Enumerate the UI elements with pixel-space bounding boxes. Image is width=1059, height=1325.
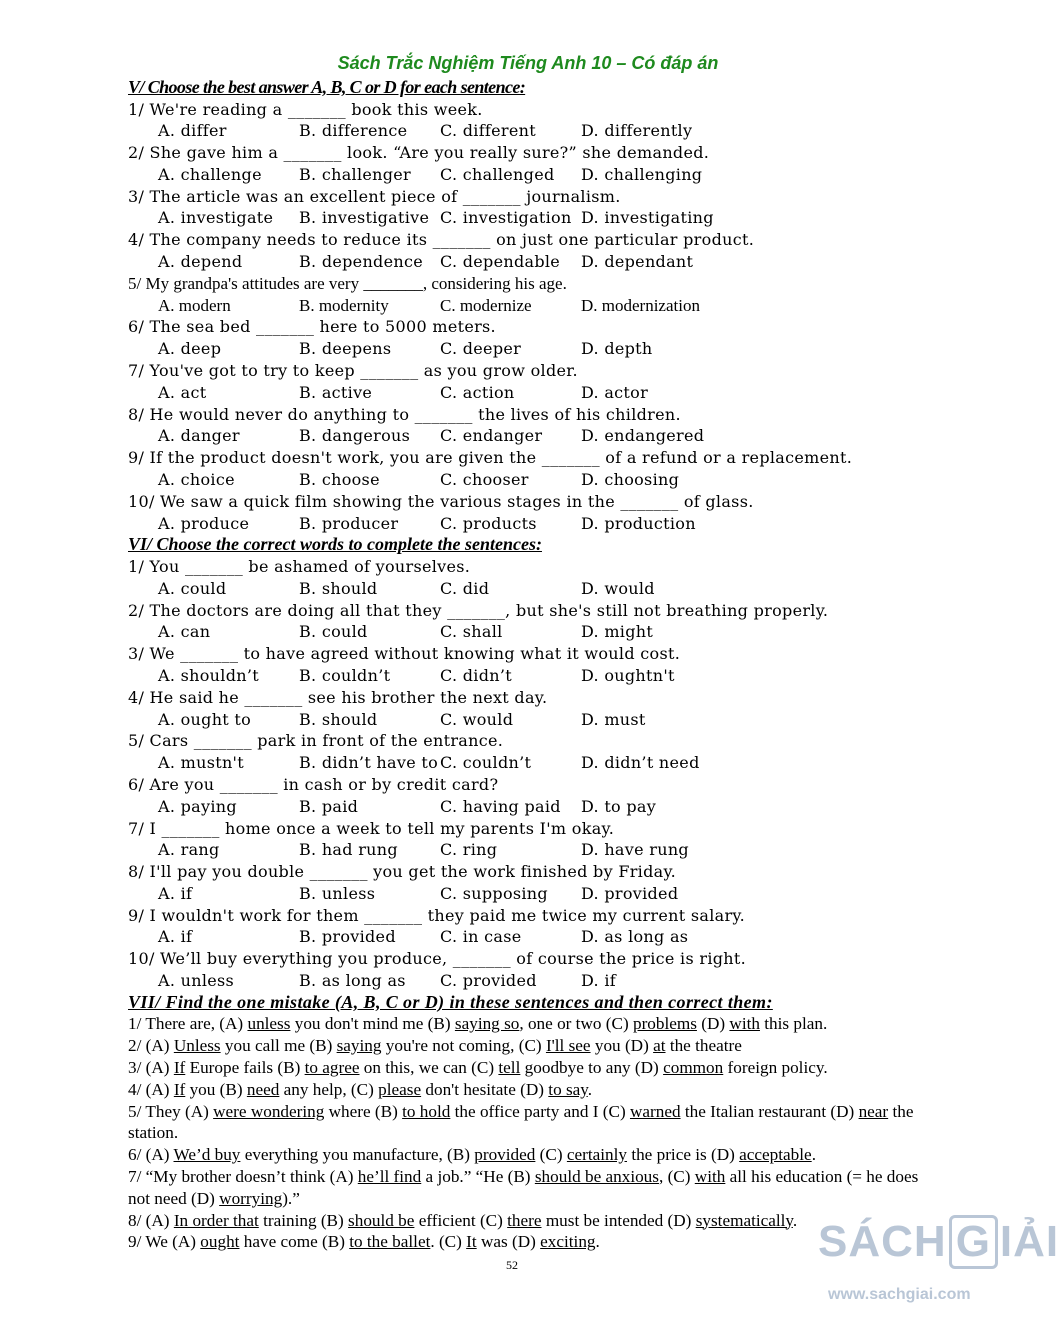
answer-option: A. act (158, 382, 207, 402)
underlined-segment: with (729, 1014, 760, 1034)
answer-option: D. oughtn't (581, 665, 675, 685)
underlined-segment: worrying (219, 1188, 283, 1208)
section-6-title: VI/ Choose the correct words to complete the sentences: (128, 534, 542, 555)
answer-option: A. rang (158, 840, 220, 860)
answer-option: C. couldn’t (440, 753, 532, 773)
sentence-segment: ).” (282, 1188, 300, 1208)
sentence-segment: 6/ (A) (128, 1145, 174, 1165)
answer-option: A. depend (158, 252, 243, 272)
answer-options (128, 926, 928, 948)
underlined-segment: need (246, 1079, 280, 1099)
underlined-segment: provided (474, 1145, 536, 1165)
sentence-segment: you (B) (185, 1079, 247, 1099)
question-text: 2/ The doctors are doing all that they _______, but she's still not breathing properly. (128, 600, 829, 620)
answer-option: C. did (440, 578, 490, 598)
answer-option: A. danger (158, 426, 240, 446)
answer-option: B. had rung (299, 840, 398, 860)
sentence-segment: the office party and I (C) (450, 1101, 630, 1121)
watermark-logo (818, 1212, 1059, 1272)
answer-options (128, 295, 928, 317)
sentence-segment: 9/ We (A) (128, 1232, 201, 1252)
underlined-segment: It (466, 1232, 477, 1252)
sentence-segment: Europe fails (B) (185, 1057, 305, 1077)
error-sentence (128, 1231, 928, 1253)
sentence-segment: (C) (535, 1145, 567, 1165)
answer-option: B. dangerous (299, 426, 411, 446)
answer-option: D. as long as (581, 927, 689, 947)
answer-option: A. shouldn’t (158, 665, 259, 685)
error-sentence (128, 1101, 928, 1145)
answer-option: B. dependence (299, 252, 424, 272)
answer-options (128, 469, 928, 491)
section-5-questions (128, 99, 928, 535)
answer-option: B. challenger (299, 164, 412, 184)
question-text: 3/ The article was an excellent piece of _______ journalism. (128, 186, 621, 206)
answer-options (128, 970, 928, 992)
answer-option: C. would (440, 709, 514, 729)
answer-options (128, 513, 928, 535)
answer-option: B. should (299, 578, 378, 598)
underlined-segment: systematically (695, 1210, 793, 1230)
answer-option: D. must (581, 709, 646, 729)
answer-option: C. in case (440, 927, 522, 947)
sentence-segment: the theatre (665, 1036, 742, 1056)
answer-option: C. dependable (440, 252, 561, 272)
sentence-segment: you're not coming, (C) (381, 1036, 546, 1056)
underlined-segment: to say (548, 1079, 588, 1099)
sentence-segment: you don't mind me (B) (290, 1014, 455, 1034)
sentence-segment: . (811, 1145, 816, 1165)
answer-option: A. if (158, 927, 193, 947)
question-text: 3/ We _______ to have agreed without knowing what it would cost. (128, 644, 681, 664)
question-text: 2/ She gave him a _______ look. “Are you really sure?” she demanded. (128, 143, 710, 163)
watermark-logo-left: SÁCH (818, 1217, 947, 1266)
sentence-segment: 2/ (A) (128, 1036, 174, 1056)
section-5-title: V/ Choose the best answer A, B, C or D for each sentence: (128, 77, 526, 97)
question-text: 5/ My grandpa's attitudes are very _______, considering his age. (128, 273, 567, 293)
sentence-segment: . (595, 1232, 600, 1252)
sentence-segment: training (B) (258, 1210, 349, 1230)
answer-option: C. didn’t (440, 665, 512, 685)
answer-option: A. challenge (158, 164, 262, 184)
question-text: 4/ The company needs to reduce its _______ on just one particular product. (128, 230, 755, 250)
question-text: 8/ I'll pay you double _______ you get the work finished by Friday. (128, 862, 677, 882)
question-text: 8/ He would never do anything to _______ the lives of his children. (128, 404, 681, 424)
answer-options (128, 796, 928, 818)
question-text: 4/ He said he _______ see his brother the next day. (128, 687, 548, 707)
watermark-logo-right: IẢI (999, 1217, 1059, 1266)
underlined-segment: unless (247, 1014, 291, 1034)
underlined-segment: certainly (566, 1145, 628, 1165)
answer-option: D. investigating (581, 208, 714, 228)
question-text: 7/ I _______ home once a week to tell my parents I'm okay. (128, 818, 615, 838)
answer-options (128, 251, 928, 273)
answer-option: D. endangered (581, 426, 705, 446)
underlined-segment: acceptable (739, 1145, 812, 1165)
sentence-segment: on this, we can (C) (359, 1057, 499, 1077)
answer-options (128, 621, 928, 643)
answer-options (128, 578, 928, 600)
answer-options (128, 709, 928, 731)
sentence-segment: any help, (C) (279, 1079, 379, 1099)
page-content (128, 52, 928, 1253)
underlined-segment: there (507, 1210, 542, 1230)
answer-option: A. can (158, 622, 211, 642)
answer-option: B. paid (299, 796, 359, 816)
answer-option: A. differ (158, 121, 227, 141)
sentence-segment: 4/ (A) (128, 1079, 174, 1099)
question-text: 10/ We saw a quick film showing the various stages in the _______ of glass. (128, 491, 754, 511)
answer-option: C. deeper (440, 339, 522, 359)
watermark-logo-box: G (949, 1215, 998, 1269)
sentence-segment: , (C) (658, 1166, 695, 1186)
answer-option: D. didn’t need (581, 753, 700, 773)
sentence-segment: where (B) (324, 1101, 403, 1121)
sentence-segment: don't hesitate (D) (421, 1079, 549, 1099)
answer-option: C. shall (440, 622, 503, 642)
answer-option: A. produce (158, 513, 250, 533)
sentence-segment: all his education (= he does not need (D) (128, 1166, 919, 1208)
answer-option: C. chooser (440, 470, 529, 490)
answer-option: B. could (299, 622, 368, 642)
answer-options (128, 665, 928, 687)
section-6-questions (128, 556, 928, 992)
underlined-segment: at (653, 1036, 666, 1056)
sentence-segment: this plan. (759, 1014, 828, 1034)
answer-option: C. investigation (440, 208, 572, 228)
answer-option: C. products (440, 513, 537, 533)
underlined-segment: We’d buy (173, 1145, 241, 1165)
question-text: 9/ If the product doesn't work, you are given the _______ of a refund or a replacement. (128, 448, 853, 468)
answer-option: B. deepens (299, 339, 392, 359)
answer-option: A. choice (158, 470, 235, 490)
answer-options (128, 164, 928, 186)
answer-option: B. should (299, 709, 378, 729)
underlined-segment: If (173, 1057, 186, 1077)
sentence-segment: , one or two (C) (519, 1014, 633, 1034)
answer-option: D. would (581, 578, 655, 598)
sentence-segment: was (D) (476, 1232, 541, 1252)
error-sentence (128, 1013, 928, 1035)
underlined-segment: In order that (173, 1210, 259, 1230)
answer-option: D. differently (581, 121, 693, 141)
sentence-segment: have come (B) (239, 1232, 350, 1252)
answer-option: A. unless (158, 971, 235, 991)
sentence-segment: . (587, 1079, 593, 1099)
answer-option: B. modernity (299, 295, 389, 315)
sentence-segment: you (D) (590, 1036, 654, 1056)
answer-option: C. provided (440, 971, 537, 991)
answer-options (128, 839, 928, 861)
answer-option: A. mustn't (158, 753, 244, 773)
underlined-segment: with (694, 1166, 726, 1186)
answer-option: D. dependant (581, 252, 694, 272)
question-text: 6/ The sea bed _______ here to 5000 meters. (128, 317, 496, 337)
sentence-segment: the price is (D) (627, 1145, 740, 1165)
sentence-segment: you call me (B) (220, 1036, 337, 1056)
answer-option: C. endanger (440, 426, 543, 446)
answer-option: C. ring (440, 840, 498, 860)
watermark-url: www.sachgiai.com (828, 1286, 971, 1303)
question-text: 6/ Are you _______ in cash or by credit card? (128, 774, 499, 794)
underlined-segment: saying so (454, 1014, 520, 1034)
answer-option: A. paying (158, 796, 237, 816)
answer-option: B. didn’t have to (299, 753, 439, 773)
answer-option: D. choosing (581, 470, 680, 490)
answer-option: D. to pay (581, 796, 657, 816)
underlined-segment: problems (632, 1014, 697, 1034)
sentence-segment: goodbye to any (D) (520, 1057, 664, 1077)
sentence-segment: 7/ “My brother doesn’t think (A) (128, 1166, 358, 1186)
answer-options (128, 382, 928, 404)
answer-options (128, 338, 928, 360)
answer-option: A. modern (158, 295, 231, 315)
sentence-segment: the Italian restaurant (D) (680, 1101, 859, 1121)
question-text: 1/ We're reading a _______ book this week. (128, 99, 483, 119)
error-sentence (128, 1166, 928, 1210)
question-text: 1/ You _______ be ashamed of yourselves. (128, 556, 471, 576)
answer-option: A. deep (158, 339, 222, 359)
answer-options (128, 120, 928, 142)
underlined-segment: If (173, 1079, 186, 1099)
question-text: 7/ You've got to try to keep _______ as you grow older. (128, 361, 578, 381)
answer-option: B. investigative (299, 208, 430, 228)
answer-option: C. having paid (440, 796, 561, 816)
sachgiai-watermark (818, 1212, 1059, 1322)
underlined-segment: should be (348, 1210, 415, 1230)
question-text: 9/ I wouldn't work for them _______ they paid me twice my current salary. (128, 905, 746, 925)
sentence-segment: everything you manufacture, (B) (240, 1145, 475, 1165)
answer-option: B. difference (299, 121, 408, 141)
underlined-segment: Unless (173, 1036, 221, 1056)
sentence-segment: . (C) (430, 1232, 467, 1252)
underlined-segment: should be anxious (534, 1166, 659, 1186)
answer-option: D. actor (581, 382, 649, 402)
question-text: 10/ We’ll buy everything you produce, _______ of course the price is right. (128, 949, 746, 969)
section-7-sentences (128, 1013, 928, 1253)
error-sentence (128, 1210, 928, 1232)
underlined-segment: were wondering (213, 1101, 325, 1121)
error-sentence (128, 1079, 928, 1101)
answer-option: B. couldn’t (299, 665, 391, 685)
underlined-segment: tell (498, 1057, 521, 1077)
answer-option: D. modernization (581, 295, 700, 315)
sentence-segment: the station. (128, 1101, 914, 1143)
sentence-segment: 5/ They (A) (128, 1101, 214, 1121)
sentence-segment: 3/ (A) (128, 1057, 174, 1077)
error-sentence (128, 1057, 928, 1079)
answer-option: B. producer (299, 513, 399, 533)
sentence-segment: 1/ There are, (A) (128, 1014, 248, 1034)
underlined-segment: to the ballet (349, 1232, 431, 1252)
answer-option: A. investigate (158, 208, 274, 228)
sentence-segment: must be intended (D) (541, 1210, 696, 1230)
underlined-segment: exciting (540, 1232, 596, 1252)
answer-option: D. if (581, 971, 616, 991)
underlined-segment: to hold (402, 1101, 451, 1121)
underlined-segment: he’ll find (357, 1166, 422, 1186)
answer-option: B. provided (299, 927, 396, 947)
answer-option: D. have rung (581, 840, 689, 860)
answer-options (128, 883, 928, 905)
sentence-segment: foreign policy. (723, 1057, 828, 1077)
answer-option: D. production (581, 513, 696, 533)
underlined-segment: ought (200, 1232, 240, 1252)
answer-option: C. different (440, 121, 536, 141)
answer-option: A. ought to (158, 709, 252, 729)
underlined-segment: warned (629, 1101, 681, 1121)
question-text: 5/ Cars _______ park in front of the entrance. (128, 731, 504, 751)
answer-option: B. unless (299, 883, 376, 903)
underlined-segment: to agree (304, 1057, 360, 1077)
underlined-segment: please (378, 1079, 422, 1099)
answer-option: B. as long as (299, 971, 406, 991)
underlined-segment: near (858, 1101, 889, 1121)
answer-option: D. depth (581, 339, 653, 359)
sentence-segment: . (792, 1210, 798, 1230)
sentence-segment: (D) (696, 1014, 730, 1034)
answer-option: C. challenged (440, 164, 555, 184)
answer-option: A. could (158, 578, 227, 598)
sentence-segment: a job.” “He (B) (421, 1166, 535, 1186)
answer-option: C. modernize (440, 295, 532, 315)
answer-option: B. choose (299, 470, 380, 490)
answer-options (128, 207, 928, 229)
answer-option: C. action (440, 382, 515, 402)
page-number: 52 (506, 1258, 518, 1272)
error-sentence (128, 1035, 928, 1057)
answer-option: D. provided (581, 883, 679, 903)
underlined-segment: common (663, 1057, 724, 1077)
answer-option: C. supposing (440, 883, 548, 903)
underlined-segment: saying (336, 1036, 382, 1056)
section-7-title: VII/ Find the one mistake (A, B, C or D) in these sentences and then correct them: (128, 991, 773, 1012)
error-sentence (128, 1144, 928, 1166)
answer-options (128, 752, 928, 774)
answer-option: D. might (581, 622, 654, 642)
answer-option: D. challenging (581, 164, 703, 184)
sentence-segment: efficient (C) (414, 1210, 508, 1230)
book-title: Sách Trắc Nghiệm Tiếng Anh 10 – Có đáp án (337, 53, 719, 73)
answer-options (128, 425, 928, 447)
underlined-segment: I'll see (545, 1036, 591, 1056)
sentence-segment: 8/ (A) (128, 1210, 174, 1230)
answer-option: A. if (158, 883, 193, 903)
answer-option: B. active (299, 382, 373, 402)
